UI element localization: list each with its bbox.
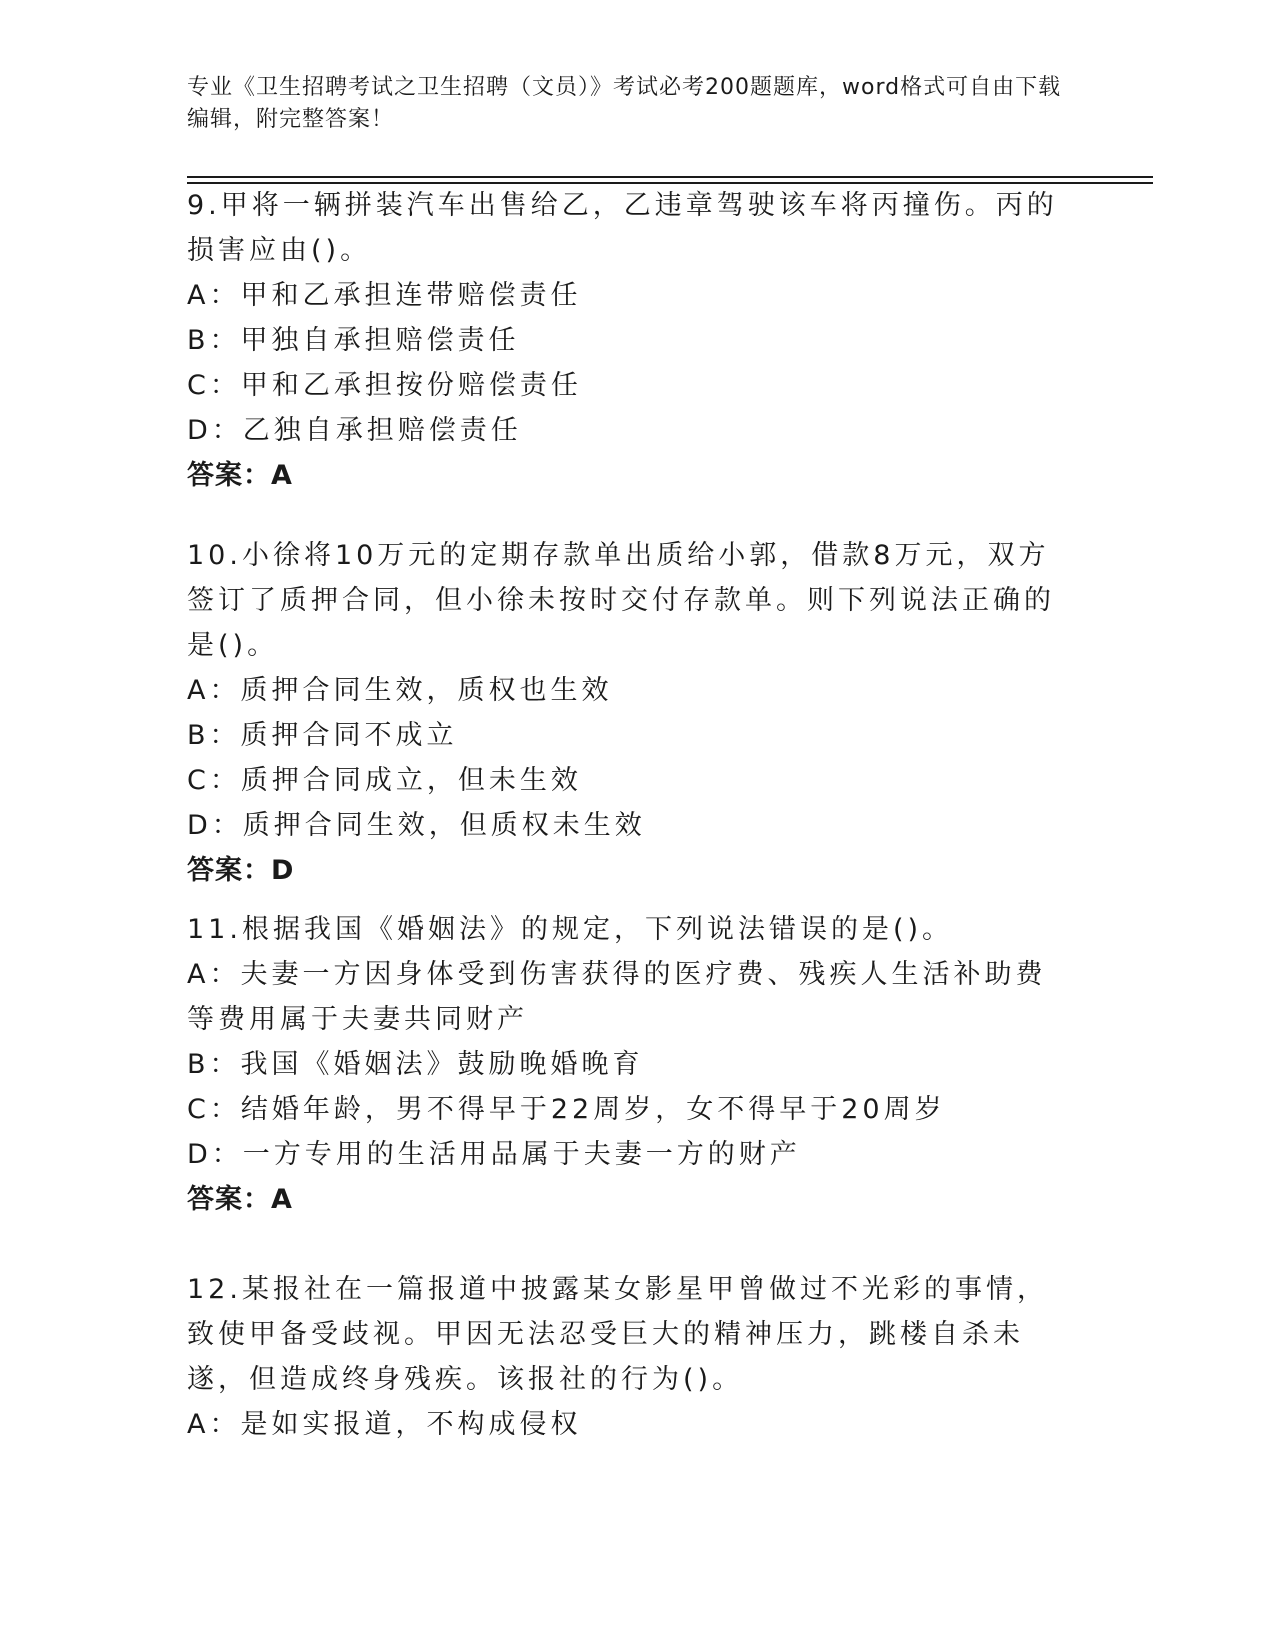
option-a: A：甲和乙承担连带赔偿责任: [187, 280, 582, 311]
question-stem: 11.根据我国《婚姻法》的规定，下列说法错误的是()。: [187, 914, 954, 945]
option-d: D：一方专用的生活用品属于夫妻一方的财产: [187, 1139, 801, 1170]
option-a: A：夫妻一方因身体受到伤害获得的医疗费、残疾人生活补助费等费用属于夫妻共同财产: [187, 959, 1047, 1035]
answer-value: D: [271, 855, 295, 886]
option-a: A：质押合同生效，质权也生效: [187, 675, 613, 706]
question-12: [187, 1267, 1077, 1447]
question-stem: 12.某报社在一篇报道中披露某女影星甲曾做过不光彩的事情，致使甲备受歧视。甲因无法忍受巨大的精神压力，跳楼自杀未遂，但造成终身残疾。该报社的行为()。: [187, 1274, 1048, 1395]
option-b: B：甲独自承担赔偿责任: [187, 325, 520, 356]
header-divider-top: [187, 176, 1153, 178]
option-d: D：乙独自承担赔偿责任: [187, 415, 522, 446]
answer-label: 答案：: [187, 1184, 271, 1215]
option-b: B：我国《婚姻法》鼓励晚婚晚育: [187, 1049, 644, 1080]
answer-value: A: [271, 460, 293, 491]
option-c: C：质押合同成立，但未生效: [187, 765, 582, 796]
document-header: 专业《卫生招聘考试之卫生招聘（文员）》考试必考200题题库，word格式可自由下载编辑，附完整答案！: [187, 75, 1062, 132]
option-c: C：甲和乙承担按份赔偿责任: [187, 370, 582, 401]
answer-label: 答案：: [187, 460, 271, 491]
question-stem: 9.甲将一辆拼装汽车出售给乙，乙违章驾驶该车将丙撞伤。丙的损害应由()。: [187, 190, 1058, 266]
option-d: D：质押合同生效，但质权未生效: [187, 810, 646, 841]
question-9: [187, 183, 1077, 498]
answer-line: [187, 453, 1077, 498]
question-stem: 10.小徐将10万元的定期存款单出质给小郭，借款8万元，双方签订了质押合同，但小徐未按时交付存款单。则下列说法正确的是()。: [187, 540, 1055, 661]
option-b: B：质押合同不成立: [187, 720, 458, 751]
question-10: [187, 533, 1077, 893]
option-c: C：结婚年龄，男不得早于22周岁，女不得早于20周岁: [187, 1094, 946, 1125]
answer-label: 答案：: [187, 855, 271, 886]
answer-line: [187, 1177, 1077, 1222]
option-a: A：是如实报道，不构成侵权: [187, 1409, 582, 1440]
answer-value: A: [271, 1184, 293, 1215]
question-11: [187, 907, 1077, 1222]
answer-line: [187, 848, 1077, 893]
